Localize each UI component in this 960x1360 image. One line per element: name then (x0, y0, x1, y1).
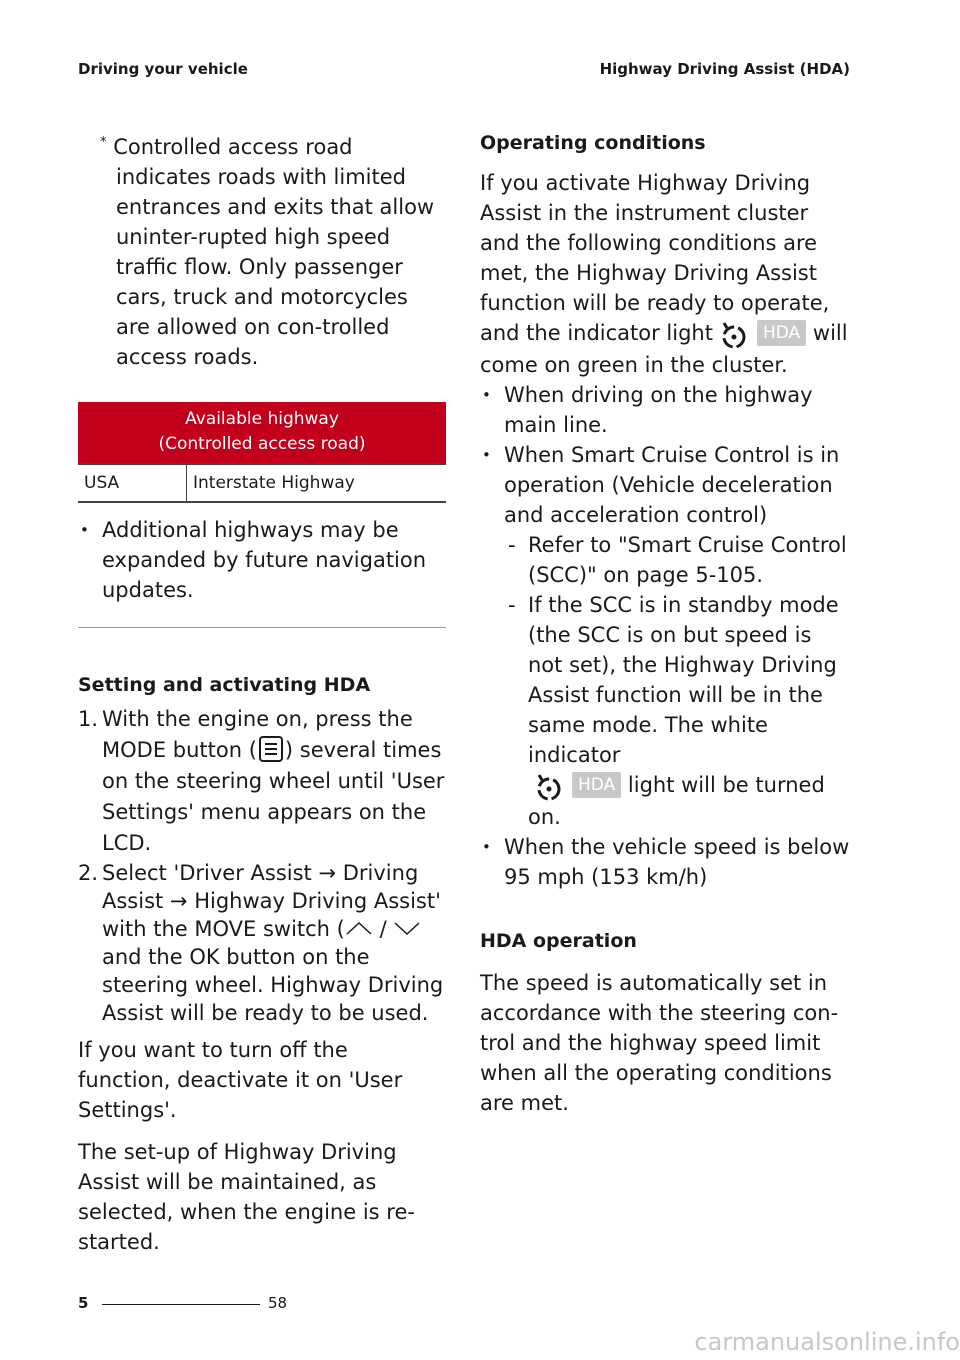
list-item (78, 704, 446, 859)
sub-list (504, 530, 850, 832)
sub-list-text: light will be turned on. (528, 773, 825, 829)
sub-list-text: If the SCC is in standby mode (the SCC is on but speed is not set), the Highway Driving Assist function will be in the same mode. The white indicator (528, 593, 839, 767)
paragraph: If you want to turn off the function, deactivate it on 'User Settings'. (78, 1038, 403, 1122)
chevron-up-icon (345, 919, 373, 937)
step-number: 2. (78, 861, 99, 885)
step-text: Select 'Driver Assist → Driving Assist → Highway Driving Assist' with the MOVE switch ( (102, 861, 441, 941)
paragraph-text: If you activate Highway Driving Assist in the instrument cluster and the following conditions are met, the Highway Driving Assist function will be ready to operate, and the indicator light (480, 171, 830, 345)
footnote-text: Controlled access road indicates roads with limited entrances and exits that allow uninter-rupted high speed traffic flow. Only passenger cars, truck and motorcycles are allowed on con-trolled access roads. (113, 135, 435, 369)
setting-heading: Setting and activating HDA (78, 674, 371, 696)
steering-wheel-icon (717, 320, 749, 350)
operating-conditions-heading: Operating conditions (480, 132, 706, 154)
operating-conditions-list (480, 380, 850, 892)
paragraph-text: will come on green in the cluster. (480, 321, 848, 377)
sub-list-item: - Refer to "Smart Cruise Control (SCC)" on page 5-105. (504, 530, 850, 590)
sub-list-item (504, 590, 850, 832)
table-row (78, 464, 446, 502)
list-item: • Additional highways may be expanded by future navigation updates. (78, 515, 446, 605)
footer-chapter-number: 5 (78, 1294, 89, 1312)
footnote (78, 128, 446, 372)
watermark: carmanualsonline.info (694, 1328, 960, 1356)
paragraph (480, 168, 850, 380)
step-number: 1. (78, 707, 99, 731)
highway-table-header (78, 402, 446, 464)
step-text: With the engine on, press the MODE button ( (102, 707, 413, 762)
mode-button-icon (259, 736, 283, 762)
list-item: • When the vehicle speed is below 95 mph (153 km/h) (480, 832, 850, 892)
paragraph: The speed is automatically set in accordance with the steering con-trol and the highway speed limit when all the operating conditions are met. (480, 971, 839, 1115)
running-header-section: Highway Driving Assist (HDA) (599, 60, 850, 78)
divider (78, 627, 446, 628)
list-item: • When driving on the highway main line. (480, 380, 850, 440)
running-header-chapter: Driving your vehicle (78, 60, 248, 78)
footer-page-number: 58 (268, 1294, 288, 1312)
list-item-text: When Smart Cruise Control is in operation (Vehicle deceleration and acceleration control) (504, 443, 840, 527)
right-column (480, 128, 850, 1118)
step-text: / (379, 917, 387, 941)
paragraph: The set-up of Highway Driving Assist will be maintained, as selected, when the engine is re-started. (78, 1140, 415, 1254)
setting-steps (78, 704, 446, 1027)
hda-badge: HDA (572, 772, 621, 798)
footer-rule (102, 1304, 260, 1305)
table-cell-country: USA (78, 464, 187, 502)
hda-operation-heading: HDA operation (480, 930, 637, 952)
steering-wheel-icon (532, 772, 564, 802)
hda-badge: HDA (757, 320, 806, 346)
list-item (78, 859, 446, 1027)
chevron-down-icon (393, 919, 421, 937)
list-item (480, 440, 850, 832)
highway-note-list (78, 515, 446, 605)
step-text: ) several times on the steering wheel until 'User Settings' menu appears on the LCD. (102, 738, 445, 855)
table-header-line2: (Controlled access road) (158, 434, 366, 454)
table-cell-highway: Interstate Highway (187, 464, 447, 502)
table-header-line1: Available highway (185, 409, 339, 429)
footnote-mark: * (100, 135, 107, 150)
step-text: and the OK button on the steering wheel. Highway Driving Assist will be ready to be used. (102, 945, 444, 1025)
left-column (78, 128, 446, 1257)
highway-table (78, 402, 446, 503)
